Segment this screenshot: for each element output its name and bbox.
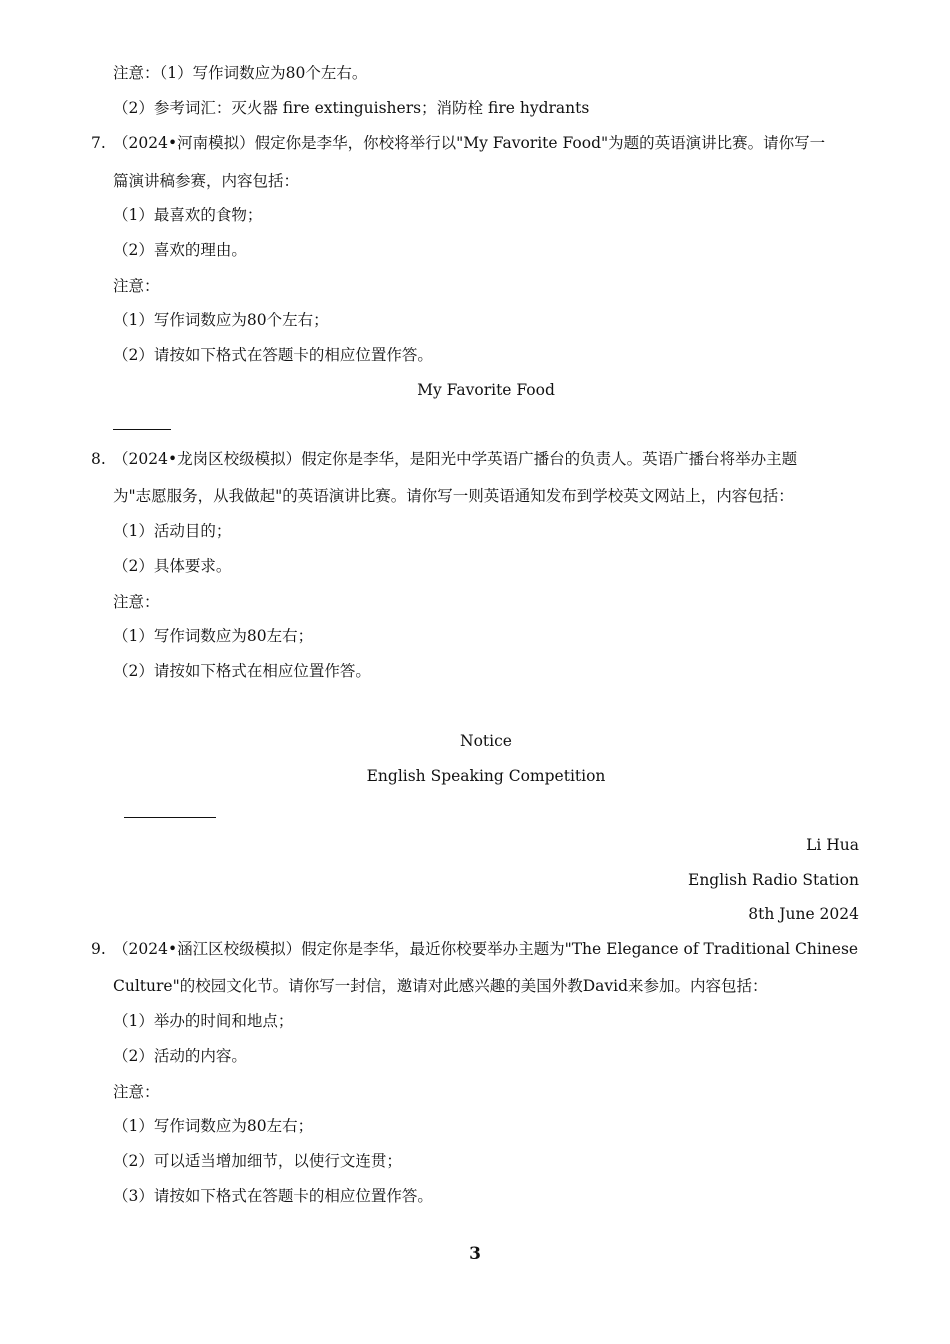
q9-note-label: 注意： xyxy=(113,1083,160,1101)
q8-note-label: 注意： xyxy=(113,593,160,611)
q9-number: 9. xyxy=(91,940,106,958)
q9-item-2: （2）活动的内容。 xyxy=(113,1047,247,1065)
q7-note-1: （1）写作词数应为80个左右； xyxy=(113,311,329,329)
q8-signature-org: English Radio Station xyxy=(688,871,859,889)
q7-prompt-line-2: 篇演讲稿参赛，内容包括： xyxy=(113,172,300,190)
q8-item-1: （1）活动目的； xyxy=(113,522,232,540)
q8-notice-subtitle: English Speaking Competition xyxy=(366,767,606,785)
q6-note-1: 注意：（1）写作词数应为80个左右。 xyxy=(113,64,368,82)
q6-note-2: （2）参考词汇：灭火器 fire extinguishers；消防栓 fire hydrants xyxy=(113,99,590,117)
q8-answer-blank xyxy=(124,817,216,818)
q8-signature-name: Li Hua xyxy=(806,836,859,854)
q9-note-2: （2）可以适当增加细节，以使行文连贯； xyxy=(113,1152,402,1170)
q7-item-1: （1）最喜欢的食物； xyxy=(113,206,263,224)
q8-prompt-line-2: 为"志愿服务，从我做起"的英语演讲比赛。请你写一则英语通知发布到学校英文网站上，内容包括： xyxy=(113,487,794,505)
q8-prompt-line-1: （2024•龙岗区校级模拟）假定你是李华，是阳光中学英语广播台的负责人。英语广播台将举办主题 xyxy=(113,450,798,468)
q9-note-3: （3）请按如下格式在答题卡的相应位置作答。 xyxy=(113,1187,433,1205)
page-number: 3 xyxy=(469,1244,481,1264)
q8-number: 8. xyxy=(91,450,106,468)
q9-prompt-line-1: （2024•涵江区校级模拟）假定你是李华，最近你校要举办主题为"The Elegance of Traditional Chinese xyxy=(113,940,859,958)
q7-prompt-line-1: （2024•河南模拟）假定你是李华，你校将举行以"My Favorite Food"为题的英语演讲比赛。请你写一 xyxy=(113,134,826,152)
q7-note-2: （2）请按如下格式在答题卡的相应位置作答。 xyxy=(113,346,433,364)
q7-number: 7. xyxy=(91,134,106,152)
q8-note-1: （1）写作词数应为80左右； xyxy=(113,627,314,645)
q9-prompt-line-2: Culture"的校园文化节。请你写一封信，邀请对此感兴趣的美国外教David来参加。内容包括： xyxy=(113,977,768,995)
q7-answer-blank xyxy=(113,429,171,430)
q8-note-2: （2）请按如下格式在相应位置作答。 xyxy=(113,662,371,680)
q7-item-2: （2）喜欢的理由。 xyxy=(113,241,247,259)
q7-note-label: 注意： xyxy=(113,277,160,295)
q7-essay-title: My Favorite Food xyxy=(417,381,555,399)
q8-item-2: （2）具体要求。 xyxy=(113,557,232,575)
q8-signature-date: 8th June 2024 xyxy=(748,905,859,923)
q8-notice-title: Notice xyxy=(460,732,512,750)
q9-item-1: （1）举办的时间和地点； xyxy=(113,1012,294,1030)
q9-note-1: （1）写作词数应为80左右； xyxy=(113,1117,314,1135)
